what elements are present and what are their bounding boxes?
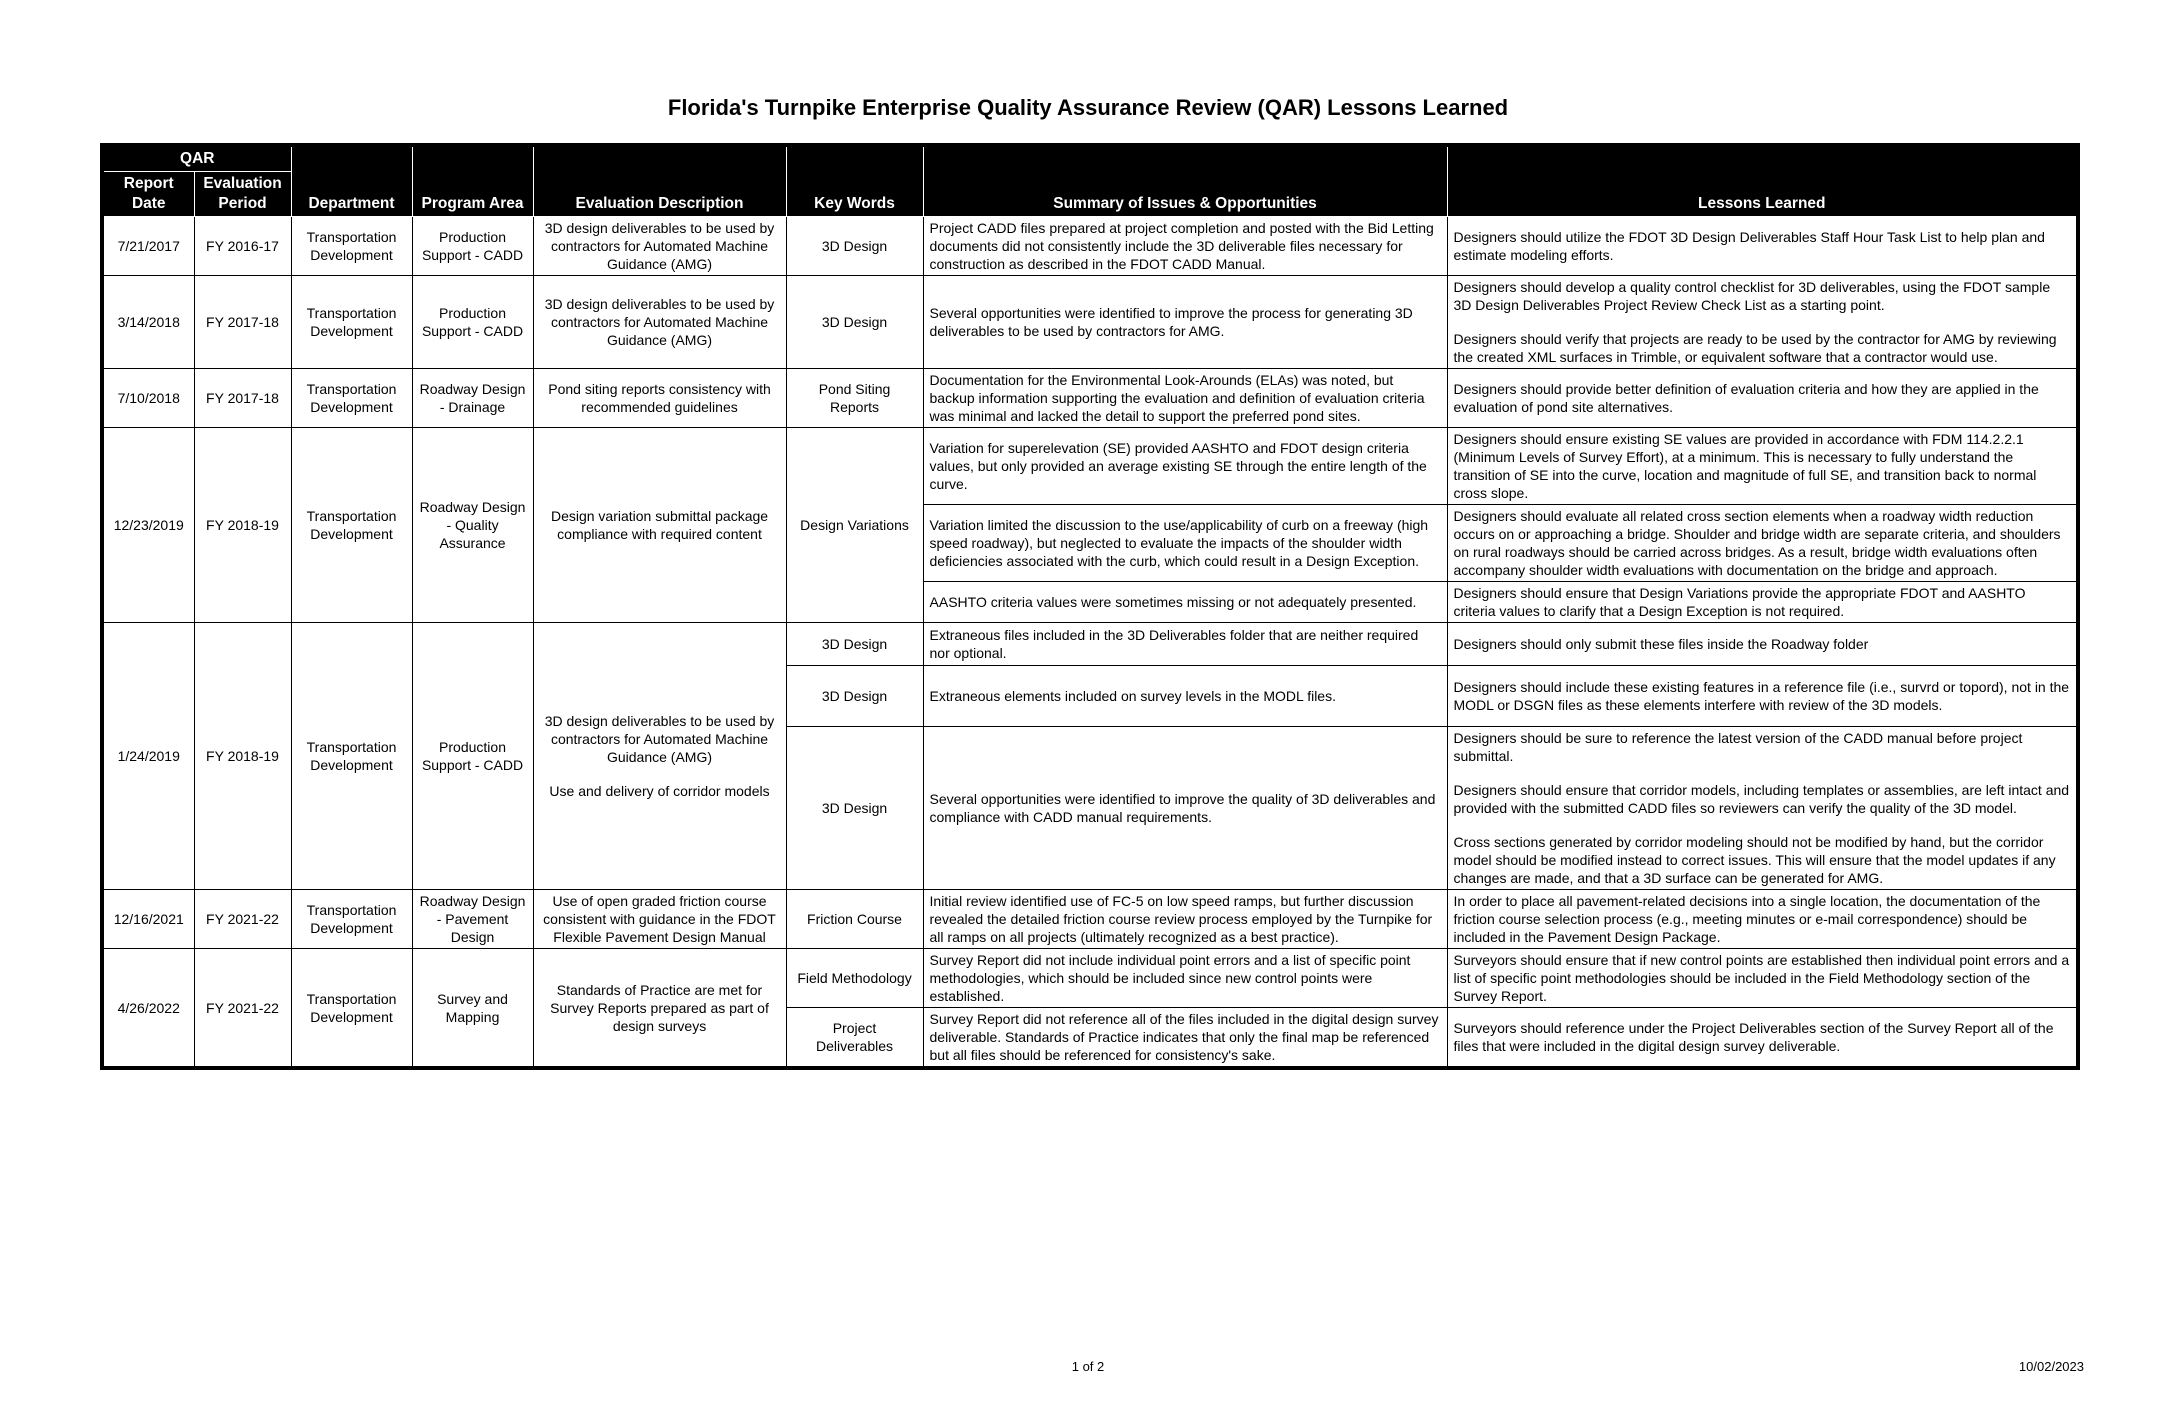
lessons-learned: Designers should include these existing features in a reference file (i.e., survrd or topord), not in the MODL or DSGN files as these elements interfere with review of the 3D models. [1447,666,2078,727]
lessons-learned-table [100,143,2080,1070]
key-words: Field Methodology [786,949,923,1008]
program-area: Production Support - CADD [412,276,533,369]
lessons-learned: Designers should ensure that Design Variations provide the appropriate FDOT and AASHTO criteria values to clarify that a Design Exception is not required. [1447,582,2078,623]
page-number: 1 of 2 [1071,1359,1105,1374]
key-words-header: Key Words [786,145,923,217]
paragraph-gap [540,766,780,782]
qar-group-header: QAR [102,145,291,172]
program-area: Production Support - CADD [412,217,533,276]
summary: Extraneous files included in the 3D Deliverables folder that are neither required nor optional. [923,623,1447,666]
report-date: 3/14/2018 [102,276,194,369]
lessons-learned: Designers should provide better definition of evaluation criteria and how they are applied in the evaluation of pond site alternatives. [1447,369,2078,428]
summary: Several opportunities were identified to improve the quality of 3D deliverables and compliance with CADD manual requirements. [923,727,1447,890]
summary: Several opportunities were identified to improve the process for generating 3D deliverables to be used by contractors for AMG. [923,276,1447,369]
lessons-paragraph: Designers should verify that projects are ready to be used by the contractor for AMG by reviewing the created XML surfaces in Trimble, or equivalent software that a contractor would use. [1453,331,2057,365]
lessons-learned: Surveyors should reference under the Project Deliverables section of the Survey Report all of the files that were included in the digital design survey deliverable. [1447,1008,2078,1069]
paragraph-gap [1454,817,2071,833]
key-words: Design Variations [786,428,923,623]
lessons-learned-header: Lessons Learned [1447,145,2078,217]
summary: Initial review identified use of FC-5 on low speed ramps, but further discussion revealed the detailed friction course review process employed by the Turnpike for all ramps on all projects (ultimately recognized as a best practice). [923,890,1447,949]
program-area: Roadway Design - Drainage [412,369,533,428]
summary: Extraneous elements included on survey levels in the MODL files. [923,666,1447,727]
summary: Documentation for the Environmental Look-Arounds (ELAs) was noted, but backup information supporting the evaluation and definition of evaluation criteria was minimal and lacked the detail to support the preferred pond sites. [923,369,1447,428]
evaluation-description: 3D design deliverables to be used by contractors for Automated Machine Guidance (AMG) [533,276,786,369]
lessons-paragraph: Designers should be sure to reference the latest version of the CADD manual before project submittal. [1453,730,2023,764]
department: Transportation Development [291,276,412,369]
department: Transportation Development [291,369,412,428]
table-row [102,623,2078,666]
evaluation-description: Standards of Practice are met for Survey Reports prepared as part of design surveys [533,949,786,1069]
lessons-learned [1447,727,2078,890]
evaluation-period: FY 2016-17 [194,217,291,276]
report-date: 12/16/2021 [102,890,194,949]
evaluation-description: 3D design deliverables to be used by contractors for Automated Machine Guidance (AMG) [533,217,786,276]
report-date-header: Report Date [102,172,194,217]
department: Transportation Development [291,623,412,890]
page-title: Florida's Turnpike Enterprise Quality Assurance Review (QAR) Lessons Learned [667,95,1509,120]
lessons-paragraph: Designers should ensure that corridor models, including templates or assemblies, are left intact and provided with the submitted CADD files so reviewers can verify the quality of the 3D model. [1453,782,2070,816]
summary: Variation limited the discussion to the use/applicability of curb on a freeway (high speed roadway), but neglected to evaluate the impacts of the shoulder width deficiencies associated with the curb, which could result in a Design Exception. [923,505,1447,582]
evaluation-period-header: Evaluation Period [194,172,291,217]
table-row [102,890,2078,949]
footer-date: 10/02/2023 [2018,1359,2084,1374]
report-date: 4/26/2022 [102,949,194,1069]
key-words: 3D Design [786,727,923,890]
evaluation-description-header: Evaluation Description [533,145,786,217]
key-words: Friction Course [786,890,923,949]
lessons-learned: Designers should evaluate all related cross section elements when a roadway width reduction occurs on or approaching a bridge. Shoulder and bridge width are separate criteria, and shoulders on rural roadways should be carried across bridges. As a result, bridge width evaluations often accompany shoulder width evaluations with documentation on the bridge and approach. [1447,505,2078,582]
evaluation-period: FY 2017-18 [194,276,291,369]
summary: AASHTO criteria values were sometimes missing or not adequately presented. [923,582,1447,623]
key-words: 3D Design [786,623,923,666]
report-date: 12/23/2019 [102,428,194,623]
paragraph-gap [1454,765,2071,781]
evaluation-description: Use of open graded friction course consistent with guidance in the FDOT Flexible Pavement Design Manual [533,890,786,949]
key-words: 3D Design [786,276,923,369]
table-row [102,369,2078,428]
department: Transportation Development [291,217,412,276]
program-area: Roadway Design - Quality Assurance [412,428,533,623]
table-row [102,949,2078,1008]
report-date: 7/21/2017 [102,217,194,276]
table-row [102,217,2078,276]
department: Transportation Development [291,949,412,1069]
lessons-paragraph: Designers should develop a quality control checklist for 3D deliverables, using the FDOT sample 3D Design Deliverables Project Review Check List as a starting point. [1453,279,2051,313]
lessons-learned: Designers should utilize the FDOT 3D Design Deliverables Staff Hour Task List to help plan and estimate modeling efforts. [1447,217,2078,276]
department-header: Department [291,145,412,217]
description-paragraph: 3D design deliverables to be used by contractors for Automated Machine Guidance (AMG) [544,713,775,765]
summary: Project CADD files prepared at project completion and posted with the Bid Letting documents did not consistently include the 3D deliverable files necessary for construction as described in the FDOT CADD Manual. [923,217,1447,276]
evaluation-period: FY 2021-22 [194,890,291,949]
report-date: 7/10/2018 [102,369,194,428]
program-area-header: Program Area [412,145,533,217]
description-paragraph: Use and delivery of corridor models [549,783,770,799]
summary-header: Summary of Issues & Opportunities [923,145,1447,217]
evaluation-period: FY 2017-18 [194,369,291,428]
evaluation-description [533,623,786,890]
lessons-learned [1447,276,2078,369]
summary: Survey Report did not reference all of the files included in the digital design survey deliverable. Standards of Practice indicates that only the final map be referenced but all files should be referenced for consistency's sake. [923,1008,1447,1069]
lessons-learned: Surveyors should ensure that if new control points are established then individual point errors and a list of specific point methodologies should be included in the Field Methodology section of the Survey Report. [1447,949,2078,1008]
paragraph-gap [1454,314,2071,330]
program-area: Roadway Design - Pavement Design [412,890,533,949]
evaluation-period: FY 2018-19 [194,428,291,623]
evaluation-description: Pond siting reports consistency with recommended guidelines [533,369,786,428]
evaluation-period: FY 2018-19 [194,623,291,890]
department: Transportation Development [291,890,412,949]
key-words: 3D Design [786,217,923,276]
key-words: 3D Design [786,666,923,727]
key-words: Pond Siting Reports [786,369,923,428]
evaluation-description: Design variation submittal package compliance with required content [533,428,786,623]
table-row [102,428,2078,505]
lessons-learned: Designers should ensure existing SE values are provided in accordance with FDM 114.2.2.1 (Minimum Levels of Survey Effort), at a minimum. This is necessary to fully understand the transition of SE into the curve, location and magnitude of full SE, and transition back to normal cross slope. [1447,428,2078,505]
table-row [102,276,2078,369]
lessons-learned: In order to place all pavement-related decisions into a single location, the documentation of the friction course selection process (e.g., meeting minutes or e-mail correspondence) should be included in the Pavement Design Package. [1447,890,2078,949]
program-area: Production Support - CADD [412,623,533,890]
department: Transportation Development [291,428,412,623]
lessons-paragraph: Cross sections generated by corridor modeling should not be modified by hand, but the corridor model should be modified instead to correct issues. This will ensure that the model updates if any changes are made, and that a 3D surface can be generated for AMG. [1453,834,2056,886]
lessons-learned: Designers should only submit these files inside the Roadway folder [1447,623,2078,666]
summary: Variation for superelevation (SE) provided AASHTO and FDOT design criteria values, but only provided an average existing SE through the entire length of the curve. [923,428,1447,505]
report-date: 1/24/2019 [102,623,194,890]
summary: Survey Report did not include individual point errors and a list of specific point methodologies, which should be included since new control points were established. [923,949,1447,1008]
key-words: Project Deliverables [786,1008,923,1069]
evaluation-period: FY 2021-22 [194,949,291,1069]
header-row-group [102,145,2078,172]
program-area: Survey and Mapping [412,949,533,1069]
